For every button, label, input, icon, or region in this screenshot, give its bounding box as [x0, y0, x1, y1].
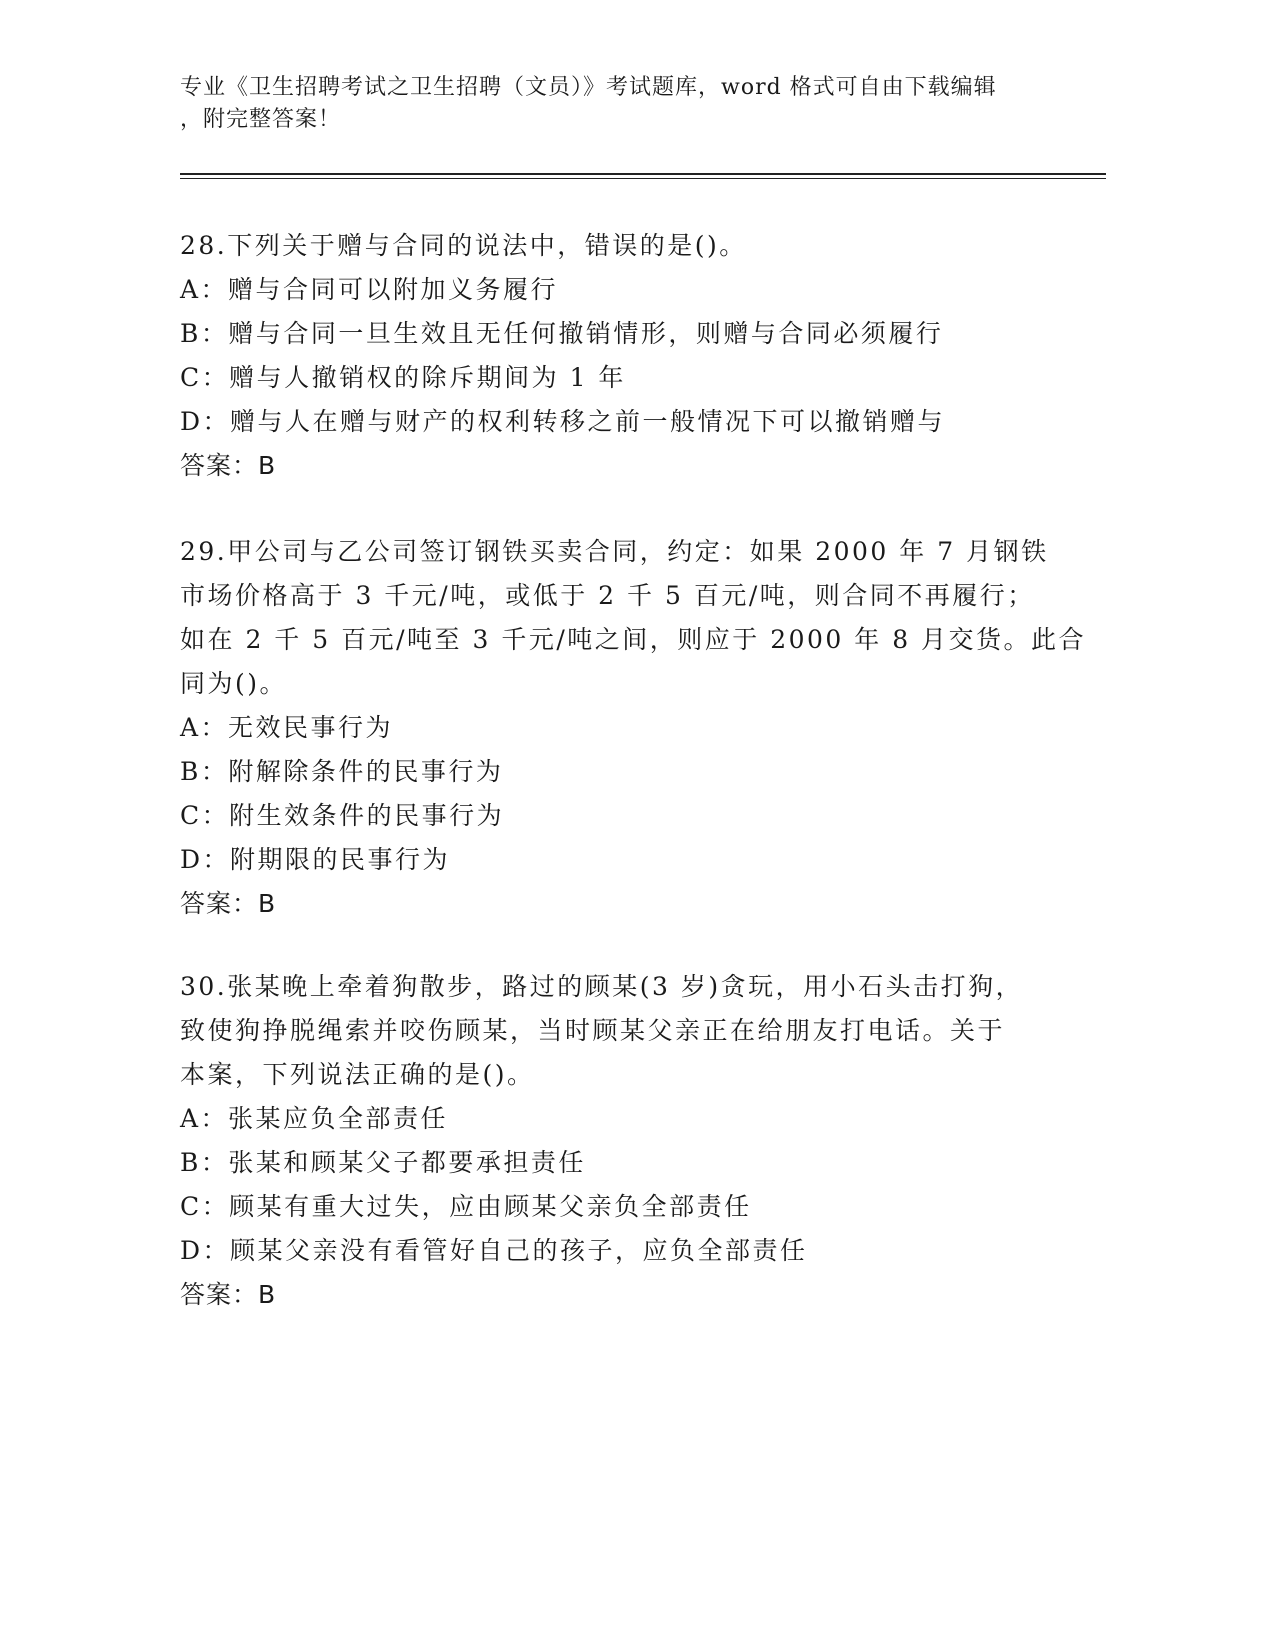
question-stem-line-3: 如在 2 千 5 百元/吨至 3 千元/吨之间，则应于 2000 年 8 月交货。此合 [180, 625, 1087, 654]
header-line-1: 专业《卫生招聘考试之卫生招聘（文员）》考试题库，word 格式可自由下载编辑 [180, 75, 997, 100]
option-d: D：赠与人在赠与财产的权利转移之前一般情况下可以撤销赠与 [180, 407, 946, 436]
option-c: C：附生效条件的民事行为 [180, 801, 505, 830]
question-stem-line-2: 致使狗挣脱绳索并咬伤顾某，当时顾某父亲正在给朋友打电话。关于 [180, 1016, 1006, 1045]
header-divider-thin [180, 178, 1106, 179]
document-header [180, 72, 1040, 136]
option-a: A：张某应负全部责任 [180, 1104, 449, 1133]
question-stem-line-1: 29.甲公司与乙公司签订钢铁买卖合同，约定：如果 2000 年 7 月钢铁 [180, 537, 1049, 566]
question-29 [180, 530, 1087, 926]
option-b: B：赠与合同一旦生效且无任何撤销情形，则赠与合同必须履行 [180, 319, 944, 348]
option-c: C：顾某有重大过失，应由顾某父亲负全部责任 [180, 1192, 752, 1221]
question-28 [180, 224, 1040, 488]
option-a: A：无效民事行为 [180, 713, 394, 742]
option-c: C：赠与人撤销权的除斥期间为 1 年 [180, 363, 626, 392]
answer-label: 答案：B [180, 889, 277, 918]
question-stem-line-2: 市场价格高于 3 千元/吨，或低于 2 千 5 百元/吨，则合同不再履行； [180, 581, 1035, 610]
option-d: D：附期限的民事行为 [180, 845, 451, 874]
option-b: B：附解除条件的民事行为 [180, 757, 504, 786]
question-30 [180, 965, 1040, 1317]
header-divider-thick [180, 173, 1106, 175]
answer-label: 答案：B [180, 1280, 277, 1309]
answer-label: 答案：B [180, 451, 277, 480]
header-line-2: ，附完整答案！ [180, 107, 342, 132]
option-d: D：顾某父亲没有看管好自己的孩子，应负全部责任 [180, 1236, 808, 1265]
option-b: B：张某和顾某父子都要承担责任 [180, 1148, 586, 1177]
question-stem-line-4: 同为()。 [180, 669, 288, 698]
question-stem: 28.下列关于赠与合同的说法中，错误的是()。 [180, 231, 747, 260]
question-stem-line-1: 30.张某晚上牵着狗散步，路过的顾某(3 岁)贪玩，用小石头击打狗， [180, 972, 1024, 1001]
question-stem-line-3: 本案，下列说法正确的是()。 [180, 1060, 535, 1089]
option-a: A：赠与合同可以附加义务履行 [180, 275, 559, 304]
